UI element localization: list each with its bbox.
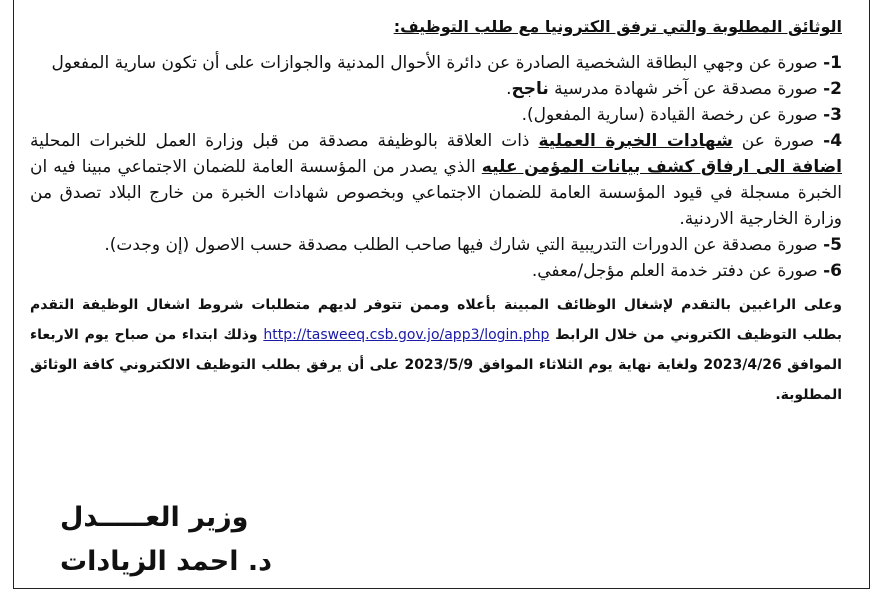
list-item bbox=[30, 258, 842, 284]
item-text: الذي يصدر من المؤسسة العامة للضمان الاجتماعي مبينا فيه ان الخبرة مسجلة في قيود المؤسسة العامة للضمان الاجتماعي وبخصوص شهادات الخبرة من خارج البلاد تصدق من وزارة الخارجية الاردنية. bbox=[30, 157, 842, 229]
item-number: 2- bbox=[823, 79, 842, 99]
item-number: 4- bbox=[823, 131, 843, 151]
item-bold-text: اضافة الى ارفاق كشف بيانات المؤمن عليه bbox=[481, 157, 842, 177]
item-number: 3- bbox=[823, 105, 842, 125]
item-text: صورة عن دفتر خدمة العلم مؤجل/معفي. bbox=[531, 261, 818, 281]
list-item bbox=[30, 76, 842, 102]
document-body bbox=[30, 14, 842, 410]
signature-title: وزير العـــــدل bbox=[60, 502, 249, 533]
list-item bbox=[30, 232, 842, 258]
list-item bbox=[30, 102, 842, 128]
document-heading: الوثائق المطلوبة والتي ترفق الكترونيا مع طلب التوظيف: bbox=[393, 17, 842, 36]
item-text: صورة عن رخصة القيادة (سارية المفعول). bbox=[521, 105, 818, 125]
item-end: . bbox=[506, 79, 512, 99]
list-item bbox=[30, 50, 842, 76]
item-number: 6- bbox=[823, 261, 842, 281]
application-link[interactable]: http://tasweeq.csb.gov.jo/app3/login.php bbox=[263, 327, 550, 343]
signature-name: د. احمد الزيادات bbox=[60, 546, 273, 577]
item-number: 5- bbox=[823, 235, 842, 255]
closing-text: وذلك ابتداء من صباح يوم الاربعاء الموافق 2023/4/26 ولغاية نهاية يوم الثلاثاء الموافق 2023/5/9 على أن يرفق بطلب التوظيف الالكتروني كافة الوثائق المطلوبة. bbox=[30, 327, 842, 403]
item-number: 1- bbox=[823, 53, 842, 73]
item-text: ذات العلاقة بالوظيفة مصدقة من قبل وزارة العمل للخبرات المحلية bbox=[30, 131, 530, 151]
closing-text: وعلى الراغبين بالتقدم لإشغال الوظائف المبينة بأعلاه وممن تتوفر لديهم متطلبات شروط اشغال الوظيفة التقدم بطلب التوظيف الكتروني من خلال الرابط bbox=[30, 297, 843, 343]
item-text: صورة عن bbox=[741, 131, 815, 151]
item-text: صورة عن وجهي البطاقة الشخصية الصادرة عن دائرة الأحوال المدنية والجوازات على أن تكون سارية المفعول bbox=[51, 53, 818, 73]
list-item bbox=[30, 128, 842, 232]
item-bold-text: ناجح bbox=[511, 79, 549, 99]
closing-paragraph bbox=[30, 290, 842, 410]
item-bold-text: شهادات الخبرة العملية bbox=[538, 131, 733, 151]
item-text: صورة مصدقة عن الدورات التدريبية التي شارك فيها صاحب الطلب مصدقة حسب الاصول (إن وجدت). bbox=[104, 235, 818, 255]
item-text: صورة مصدقة عن آخر شهادة مدرسية bbox=[554, 79, 818, 99]
